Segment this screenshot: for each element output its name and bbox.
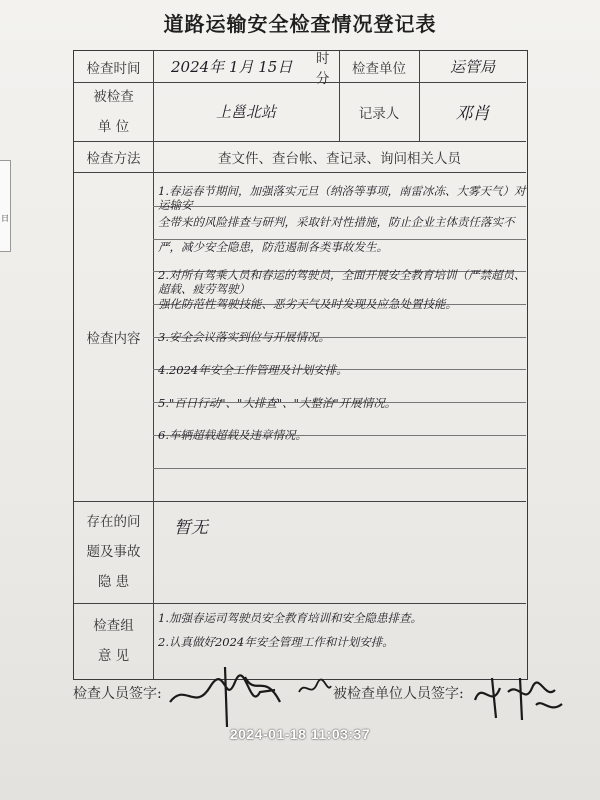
opinion-item: 1.加强春运司驾驶员安全教育培训和安全隐患排查。 bbox=[158, 611, 422, 625]
content-item: 2.对所有驾乘人员和春运的驾驶员，全面开展安全教育培训（严禁超员、超载、疲劳驾驶） bbox=[158, 268, 526, 296]
inspected-unit-value bbox=[153, 82, 339, 141]
label-opinion bbox=[74, 603, 153, 679]
label-inspected-unit-line1: 被检查 bbox=[93, 88, 134, 105]
label-inspector-sign: 检查人员签字: bbox=[73, 686, 162, 702]
content-item: 6.车辆超载超载及违章情况。 bbox=[158, 428, 307, 442]
label-opinion-line2: 意 见 bbox=[97, 648, 130, 664]
label-method: 检查方法 bbox=[86, 150, 141, 167]
inspection-unit-handwritten: 运管局 bbox=[449, 58, 495, 76]
inspector-signature bbox=[165, 662, 295, 732]
inspection-time-printed: 时 分 bbox=[315, 50, 330, 87]
recorder-value bbox=[419, 82, 526, 141]
label-inspection-time: 检查时间 bbox=[86, 60, 141, 77]
label-problems-line3: 隐 患 bbox=[97, 574, 130, 590]
photo-timestamp: 2024-01-18 11:03:37 bbox=[229, 726, 371, 742]
inspected-signature bbox=[470, 670, 570, 725]
label-inspected-unit-line2: 单 位 bbox=[97, 118, 130, 135]
label-inspected-sign: 被检查单位人员签字: bbox=[333, 686, 464, 702]
label-opinion-line1: 检查组 bbox=[93, 618, 134, 634]
recorder-handwritten: 邓肖 bbox=[455, 104, 490, 124]
content-item: 4.2024年安全工作管理及计划安排。 bbox=[158, 363, 348, 377]
inspection-unit-value bbox=[419, 51, 526, 82]
label-problems-line1: 存在的问 bbox=[86, 514, 141, 530]
inspection-time-value bbox=[153, 50, 339, 87]
label-inspection-unit: 检查单位 bbox=[352, 60, 406, 77]
content-item: 严，减少安全隐患，防范遏制各类事故发生。 bbox=[158, 240, 388, 254]
content-item: 3.安全会议落实到位与开展情况。 bbox=[158, 330, 330, 344]
label-content: 检查内容 bbox=[86, 330, 141, 347]
label-recorder: 记录人 bbox=[358, 105, 400, 122]
label-problems-line2: 题及事故 bbox=[86, 544, 141, 560]
inspection-date-handwritten: 2024年 1月 15日 bbox=[171, 58, 293, 76]
background-sheet-edge: 日 bbox=[0, 160, 11, 252]
inspected-unit-handwritten: 上邕北站 bbox=[215, 103, 276, 121]
content-item: 全带来的风险排查与研判，采取针对性措施，防止企业主体责任落实不 bbox=[158, 215, 515, 229]
content-item: 强化防范性驾驶技能、恶劣天气及时发现及应急处置技能。 bbox=[158, 297, 457, 311]
document-title: 道路运输安全检查情况登记表 bbox=[163, 12, 437, 36]
problems-handwritten: 暂无 bbox=[174, 518, 208, 538]
label-inspected-unit bbox=[74, 82, 153, 141]
content-item: 1.春运春节期间，加强落实元旦（纳洛等事项，南雷冰冻、大雾天气）对运输安 bbox=[158, 184, 526, 212]
opinion-item: 2.认真做好2024年安全管理工作和计划安排。 bbox=[158, 635, 394, 649]
inspector-signature-second bbox=[295, 672, 335, 702]
content-item: 5."百日行动"、"大排查"、"大整治"开展情况。 bbox=[158, 396, 397, 410]
label-problems bbox=[74, 501, 153, 603]
method-value: 查文件、查台帐、查记录、询问相关人员 bbox=[218, 150, 461, 167]
